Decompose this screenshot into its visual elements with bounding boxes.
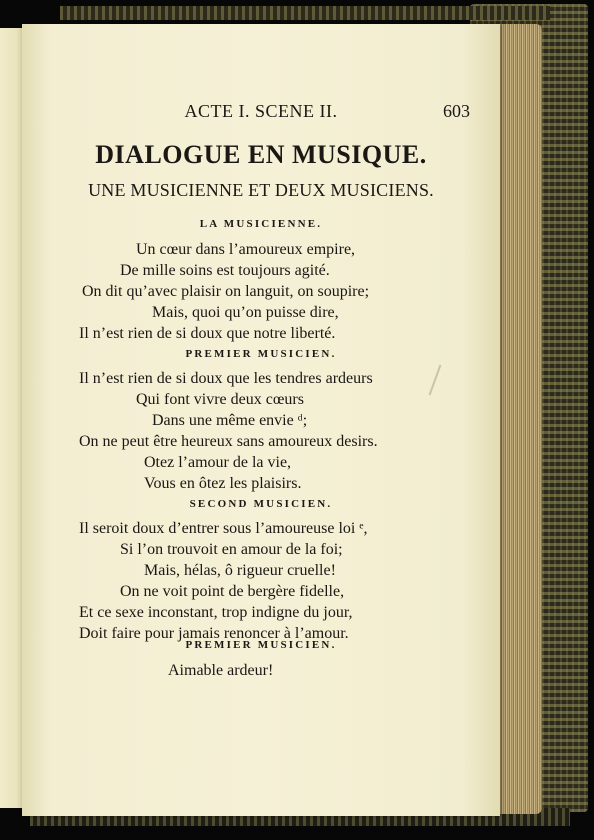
book-cover-top-edge bbox=[60, 6, 550, 20]
verse-line: Aimable ardeur! bbox=[168, 662, 274, 679]
book-page bbox=[22, 24, 500, 816]
verse-line: Il n’est rien de si doux que notre liberté. bbox=[79, 325, 336, 342]
verse-line: Si l’on trouvoit en amour de la foi; bbox=[120, 541, 343, 558]
speaker-heading: SECOND MUSICIEN. bbox=[189, 498, 333, 510]
verse-line: Un cœur dans l’amoureux empire, bbox=[136, 241, 356, 258]
verse-line: De mille soins est toujours agité. bbox=[120, 262, 330, 279]
speaker-heading: LA MUSICIENNE. bbox=[199, 218, 323, 230]
verse-line: Vous en ôtez les plaisirs. bbox=[144, 475, 302, 492]
verse-line: Il n’est rien de si doux que les tendres ardeurs bbox=[79, 370, 373, 387]
verse-line: Il seroit doux d’entrer sous l’amoureuse loi ᵉ, bbox=[79, 520, 368, 537]
running-head: ACTE I. SCENE II. bbox=[184, 101, 338, 121]
page-subtitle: UNE MUSICIENNE ET DEUX MUSICIENS. bbox=[88, 180, 434, 200]
page-number: 603 bbox=[443, 101, 470, 121]
verse-line: Mais, quoi qu’on puisse dire, bbox=[152, 304, 339, 321]
verse-line: Dans une même envie ᵈ; bbox=[152, 412, 308, 429]
verse-line: Mais, hélas, ô rigueur cruelle! bbox=[144, 562, 336, 579]
page-edges bbox=[496, 24, 542, 814]
speaker-heading: PREMIER MUSICIEN. bbox=[185, 639, 337, 651]
verse-line: Et ce sexe inconstant, trop indigne du jour, bbox=[79, 604, 353, 621]
verse-line: On ne peut être heureux sans amoureux desirs. bbox=[79, 433, 378, 450]
verse-line: On ne voit point de bergère fidelle, bbox=[120, 583, 345, 600]
verse-line: Qui font vivre deux cœurs bbox=[136, 391, 304, 408]
paper-mark bbox=[429, 365, 442, 396]
speaker-heading: PREMIER MUSICIEN. bbox=[185, 348, 337, 360]
verse-line: On dit qu’avec plaisir on languit, on soupire; bbox=[82, 283, 370, 300]
page-title: DIALOGUE EN MUSIQUE. bbox=[95, 140, 427, 169]
verse-line: Otez l’amour de la vie, bbox=[144, 454, 292, 471]
verse-line: Doit faire pour jamais renoncer à l’amour. bbox=[79, 625, 349, 642]
